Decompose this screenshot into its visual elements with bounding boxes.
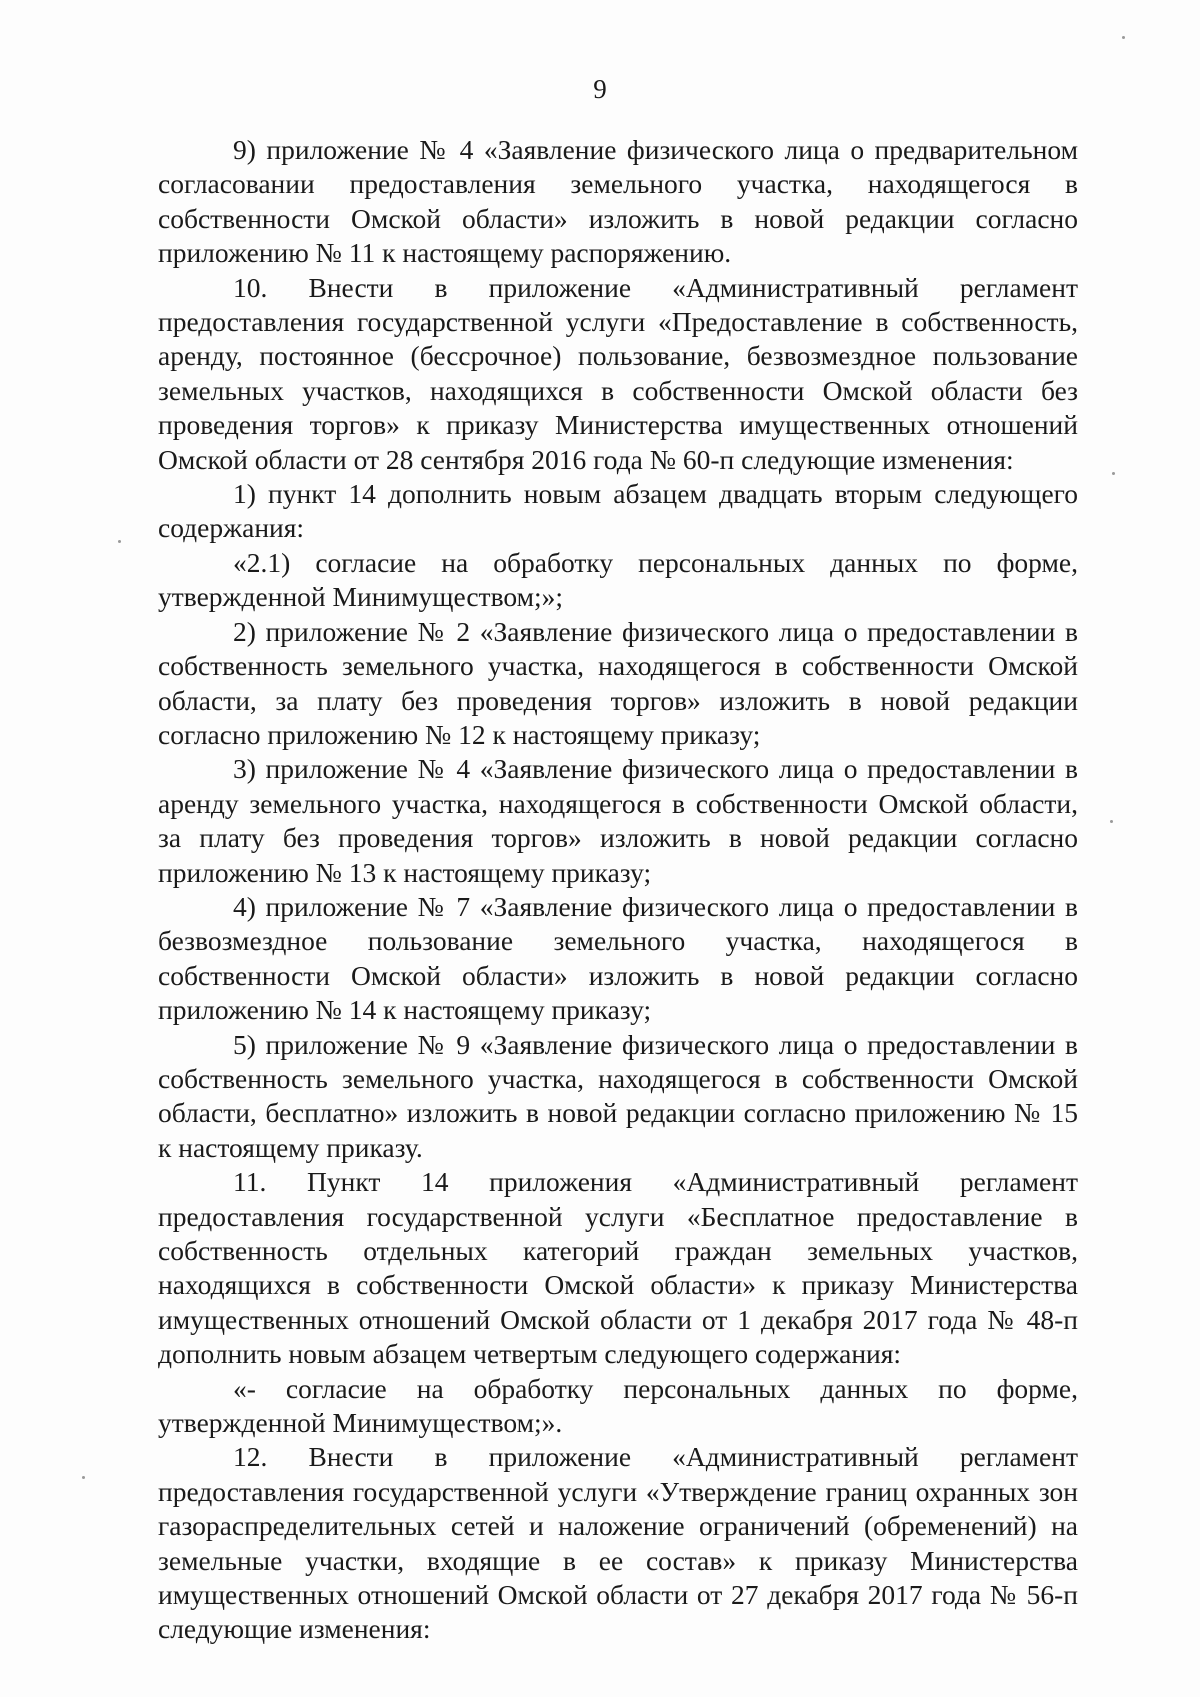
paragraph-quote-consent: «- согласие на обработку персональных данных по форме, утвержденной Минимуществом;». <box>158 1372 1078 1439</box>
paragraph-item-5-appendix-9: 5) приложение № 9 «Заявление физического лица о предоставлении в собственность земельного участка, находящегося в собственности Омской области, бесплатно» изложить в новой редакции согласно приложению № 15 к настоящему приказу. <box>158 1028 1078 1163</box>
paragraph-item-2-appendix-2: 2) приложение № 2 «Заявление физического лица о предоставлении в собственность земельного участка, находящегося в собственности Омской области, за плату без проведения торгов» изложить в новой редакции согласно приложению № 12 к настоящему приказу; <box>158 615 1078 750</box>
paragraph-item-9-appendix-4: 9) приложение № 4 «Заявление физического лица о предварительном согласовании предоставления земельного участка, находящегося в собственности Омской области» изложить в новой редакции согласно приложению № 11 к настоящему распоряжению. <box>158 134 1078 269</box>
scan-speck <box>118 540 121 543</box>
document-body <box>158 133 1078 1647</box>
paragraph-quote-2-1-consent: «2.1) согласие на обработку персональных данных по форме, утвержденной Минимуществом;»; <box>158 546 1078 613</box>
scan-speck <box>1112 472 1115 475</box>
page-number: 9 <box>593 74 607 104</box>
paragraph-section-10: 10. Внести в приложение «Административный регламент предоставления государственной услуги «Предоставление в собственность, аренду, постоянное (бессрочное) пользование, безвозмездное пользование земельных участков, находящихся в собственности Омской области без проведения торгов» к приказу Министерства имущественных отношений Омской области от 28 сентября 2016 года № 60-п следующие изменения: <box>158 271 1078 475</box>
paragraph-item-4-appendix-7: 4) приложение № 7 «Заявление физического лица о предоставлении в безвозмездное пользование земельного участка, находящегося в собственности Омской области» изложить в новой редакции согласно приложению № 14 к настоящему приказу; <box>158 890 1078 1026</box>
paragraph-section-11: 11. Пункт 14 приложения «Административный регламент предоставления государственной услуги «Бесплатное предоставление в собственность отдельных категорий граждан земельных участков, находящихся в собственности Омской области» к приказу Министерства имущественных отношений Омской области от 1 декабря 2017 года № 48-п дополнить новым абзацем четвертым следующего содержания: <box>158 1166 1078 1370</box>
paragraph-item-3-appendix-4: 3) приложение № 4 «Заявление физического лица о предоставлении в аренду земельного участка, находящегося в собственности Омской области, за плату без проведения торгов» изложить в новой редакции согласно приложению № 13 к настоящему приказу; <box>158 753 1078 888</box>
scan-speck <box>1122 36 1125 39</box>
scan-speck <box>1110 820 1113 823</box>
paragraph-section-12: 12. Внести в приложение «Административный регламент предоставления государственной услуги «Утверждение границ охранных зон газораспределительных сетей и наложение ограничений (обременений) на земельные участки, входящие в ее состав» к приказу Министерства имущественных отношений Омской области от 27 декабря 2017 года № 56-п следующие изменения: <box>158 1441 1078 1645</box>
paragraph-item-1-point-14: 1) пункт 14 дополнить новым абзацем двадцать вторым следующего содержания: <box>158 478 1078 544</box>
scan-speck <box>82 1476 85 1479</box>
